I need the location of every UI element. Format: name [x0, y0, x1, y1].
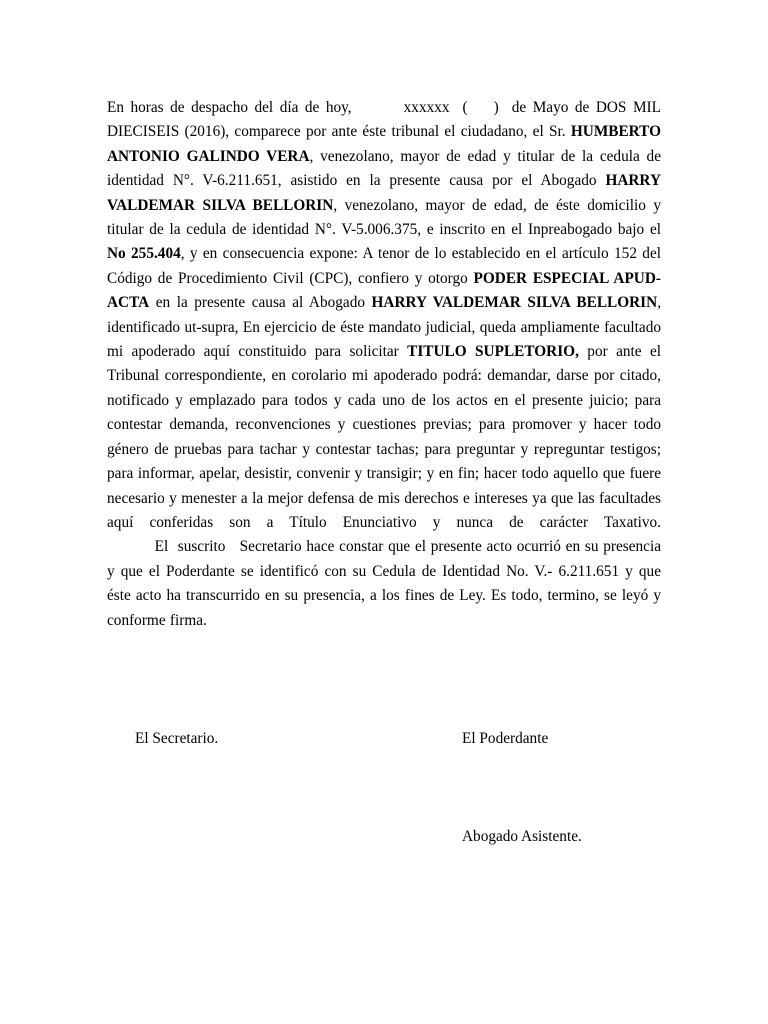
- text-run: , venezolano, mayor de edad y titular de la cedula de identidad N°. V-6.211.651, asistido en la presente causa por el Abogado: [107, 147, 661, 190]
- text-run: por ante el Tribunal correspondiente, en corolario mi apoderado podrá: demandar, darse por citado, notificado y emplazado para todos y cada uno de los actos en el presente juicio; para contestar demanda, reconvenciones y cuestiones previas; para promover y hacer todo género de pruebas para tachar y contestar tachas; para preguntar y repreguntar testigos; para informar, apelar, desistir, convenir y transigir; y en fin; hacer todo aquello que fuere necesario y menester a la mejor defensa de mis derechos e intereses ya que las facultades aquí conferidas son a Título Enunciativo y nunca de carácter Taxativo.: [107, 343, 661, 531]
- text-run: de Mayo de DOS MIL DIECISEIS (2016), comparece por ante éste tribunal el ciudadano, el Sr.: [107, 99, 661, 141]
- bold-text-run: HARRY VALDEMAR SILVA BELLORIN: [371, 294, 658, 312]
- text-run: Secretario hace constar que el presente acto ocurrió en su presencia y que el Poderdante se identificó con su Cedula de Identidad No. V.- 6.211.651 y que éste acto ha transcurrido en su presencia, a los fines de Ley. Es todo, termino, se leyó y conforme firma.: [107, 538, 661, 629]
- text-run: xxxxxx ( ): [351, 99, 512, 116]
- text-run: , identificado ut-supra, En ejercicio de éste mandato judicial, queda ampliamente facultado mi apoderado aquí constituido para solicitar: [107, 294, 662, 361]
- text-run: en la presente causa al Abogado: [149, 294, 372, 312]
- bold-text-run: HARRY VALDEMAR SILVA BELLORIN: [107, 172, 661, 214]
- text-run: , y en consecuencia expone: A tenor de lo establecido en el artículo 152 del Código de Procedimiento Civil (CPC), confiero y otorgo: [107, 245, 661, 287]
- bold-text-run: TITULO SUPLETORIO,: [407, 343, 579, 361]
- text-run: El suscrito: [107, 538, 240, 556]
- signature-abogado-label: Abogado Asistente.: [462, 828, 582, 845]
- bold-text-run: PODER ESPECIAL APUD-ACTA: [107, 269, 661, 312]
- text-run: , venezolano, mayor de edad, de éste domicilio y titular de la cedula de identidad N°. V-5.006.375, e inscrito en el Inpreabogado bajo el: [107, 196, 661, 239]
- signature-poderdante-label: El Poderdante: [462, 730, 549, 747]
- bold-text-run: No 255.404: [107, 245, 181, 263]
- signature-secretario-label: El Secretario.: [135, 730, 219, 747]
- bold-text-run: HUMBERTO ANTONIO GALINDO VERA: [107, 123, 661, 165]
- act-body-paragraph: [107, 96, 661, 633]
- text-run: En horas de despacho del día de hoy,: [107, 99, 352, 116]
